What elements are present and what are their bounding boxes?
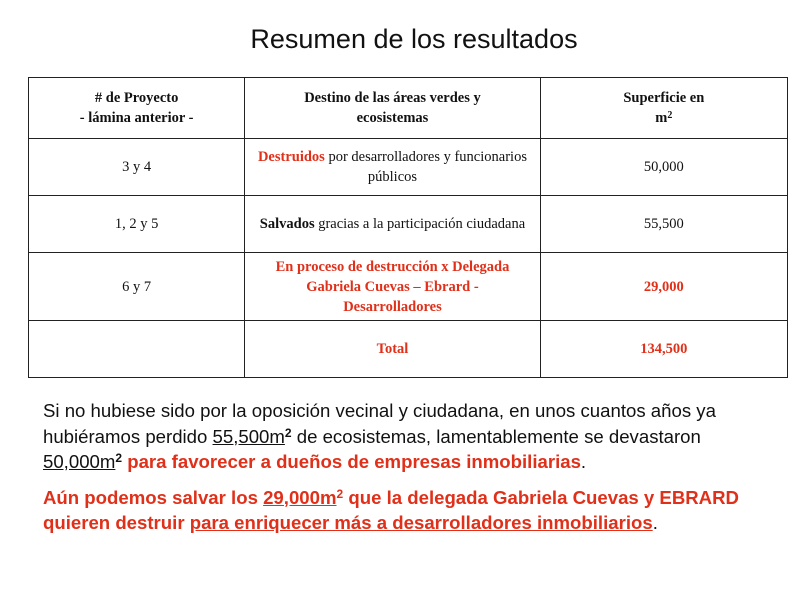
- cell-project: 6 y 7: [29, 253, 245, 321]
- cell-destination: En proceso de destrucción x Delegada Gabriela Cuevas – Ebrard - Desarrolladores: [245, 253, 540, 321]
- table-total-row: [29, 321, 788, 378]
- results-table: [28, 77, 788, 378]
- table-row: [29, 139, 788, 196]
- cell-project: 3 y 4: [29, 139, 245, 196]
- highlight-red-text: para favorecer a dueños de empresas inmobiliarias: [127, 451, 581, 472]
- cell-project: 1, 2 y 5: [29, 196, 245, 253]
- paragraph-opposition: Si no hubiese sido por la oposición vecinal y ciudadana, en unos cuantos años ya hubiéramos perdido $55,500m^2$ de ecosistemas, lamentablemente se devastaron $50,000m^2$ para favorecer a dueños de empresas inmobiliarias.: [43, 400, 716, 472]
- cell-destination: Salvados gracias a la participación ciudadana: [245, 196, 540, 253]
- header-destination: Destino de las áreas verdes y ecosistemas: [245, 78, 540, 139]
- area-at-risk: 29,000m: [263, 486, 337, 508]
- header-project-number: # de Proyecto - lámina anterior -: [29, 78, 245, 139]
- total-value: 134,500: [540, 321, 787, 378]
- underlined-phrase: para enriquecer más a desarrolladores inmobiliarios: [189, 512, 653, 533]
- page-title: Resumen de los resultados: [250, 24, 578, 54]
- header-surface: Superficie en $m^2$: [540, 78, 787, 139]
- area-saved: 55,500m: [212, 425, 285, 447]
- table-row: [29, 253, 788, 321]
- cell-empty: [29, 321, 245, 378]
- table-header-row: [29, 78, 788, 139]
- paragraph-call-to-action: Aún podemos salvar los $29,000m^2$ que la delegada Gabriela Cuevas y EBRARD quieren destruir para enriquecer más a desarrolladores inmobiliarios.: [43, 486, 739, 533]
- summary-text: [43, 398, 773, 536]
- cell-destination: Destruidos por desarrolladores y funcionarios públicos: [245, 139, 540, 196]
- total-label: Total: [245, 321, 540, 378]
- cell-area: 50,000: [540, 139, 787, 196]
- cell-area: 29,000: [540, 253, 787, 321]
- area-destroyed: 50,000m: [43, 451, 116, 472]
- cell-area: 55,500: [540, 196, 787, 253]
- table-row: [29, 196, 788, 253]
